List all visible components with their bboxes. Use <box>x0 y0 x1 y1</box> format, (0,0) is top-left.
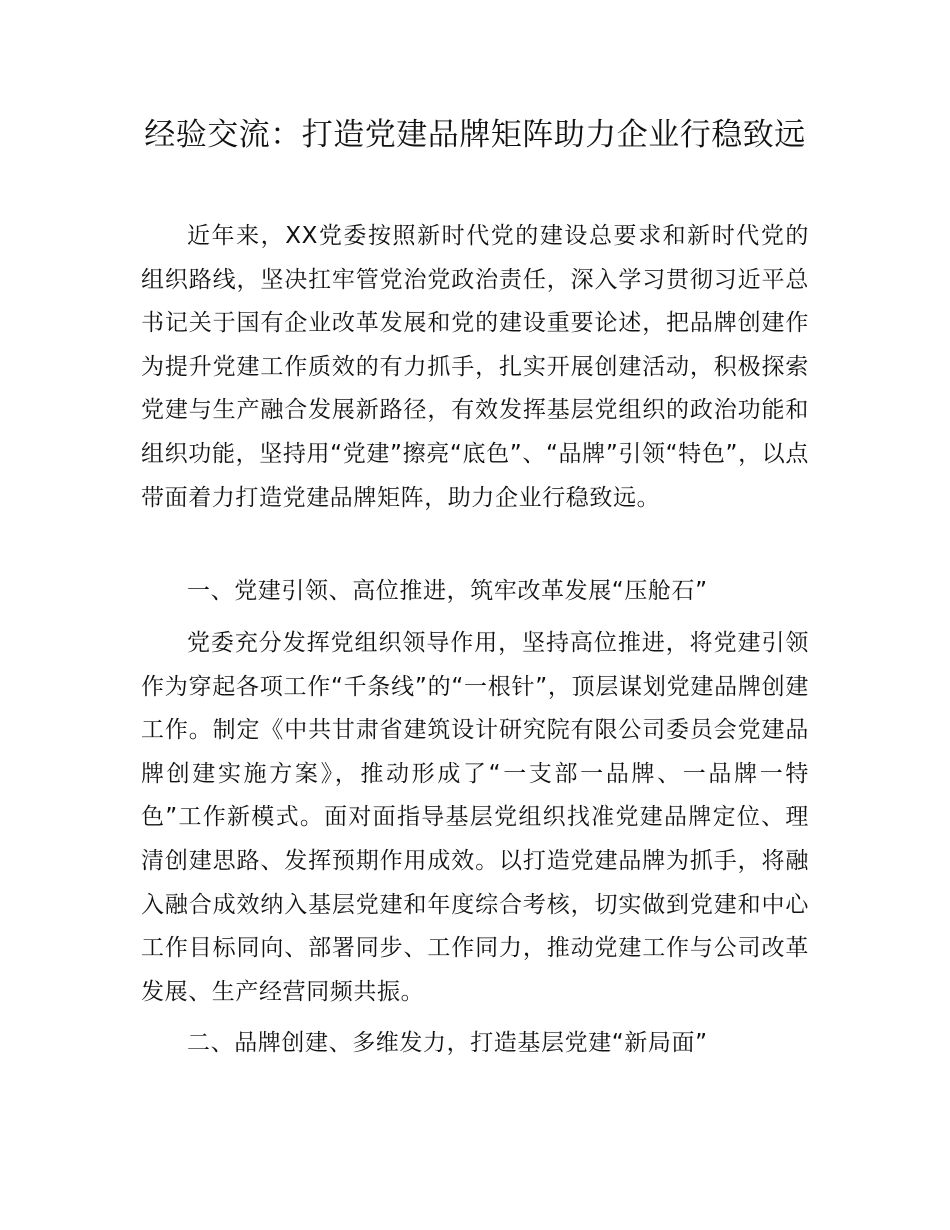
section-heading-2: 二、品牌创建、多维发力，打造基层党建“新局面” <box>187 1030 708 1056</box>
section-heading-1: 一、党建引领、高位推进，筑牢改革发展“压舱石” <box>187 578 708 604</box>
intro-paragraph: 近年来，XX党委按照新时代党的建设总要求和新时代党的组织路线，坚决扛牢管党治党政治责任，深入学习贯彻习近平总书记关于国有企业改革发展和党的建设重要论述，把品牌创建作为提升党建工作质效的有力抓手，扎实开展创建活动，积极探索党建与生产融合发展新路径，有效发挥基层党组织的政治功能和组织功能，坚持用“党建”擦亮“底色”、“品牌”引领“特色”，以点带面着力打造党建品牌矩阵，助力企业行稳致远。 <box>141 223 809 511</box>
section-1-paragraph: 党委充分发挥党组织领导作用，坚持高位推进，将党建引领作为穿起各项工作“千条线”的“一根针”，顶层谋划党建品牌创建工作。制定《中共甘肃省建筑设计研究院有限公司委员会党建品牌创建实施方案》，推动形成了“一支部一品牌、一品牌一特色”工作新模式。面对面指导基层党组织找准党建品牌定位、理清创建思路、发挥预期作用成效。以打造党建品牌为抓手，将融入融合成效纳入基层党建和年度综合考核，切实做到党建和中心工作目标同向、部署同步、工作同力，推动党建工作与公司改革发展、生产经营同频共振。 <box>141 630 809 1005</box>
document-title: 经验交流：打造党建品牌矩阵助力企业行稳致远 <box>144 117 806 153</box>
